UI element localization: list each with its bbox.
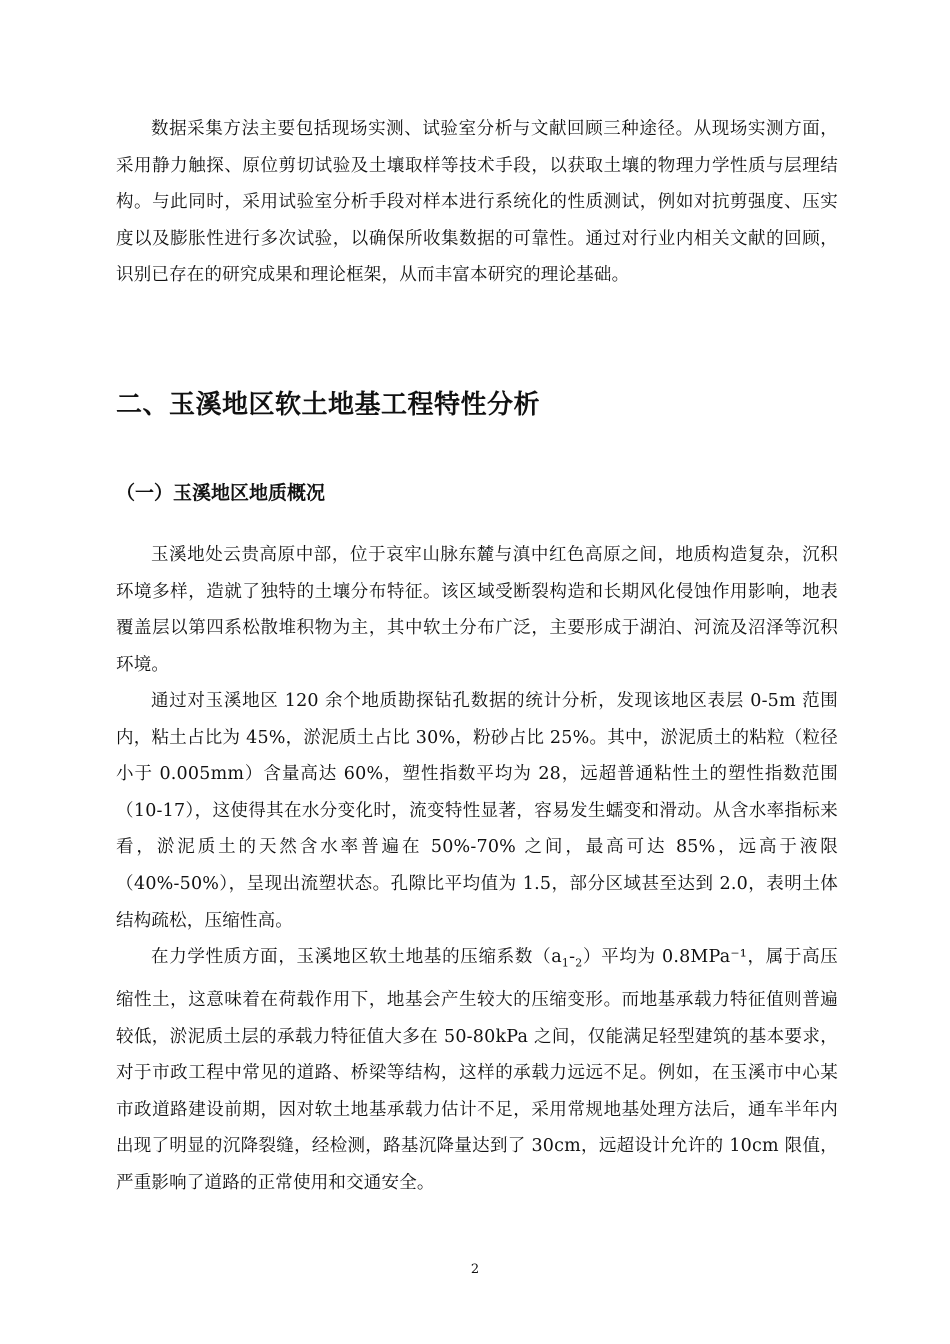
section-heading: 二、玉溪地区软土地基工程特性分析: [116, 390, 541, 420]
subsection-heading: （一）玉溪地区地质概况: [116, 482, 326, 504]
p3-text-before: 在力学性质方面，玉溪地区软土地基的压缩系数（a: [151, 947, 562, 967]
intro-paragraph: 数据采集方法主要包括现场实测、试验室分析与文献回顾三种途径。从现场实测方面，采用静力触探、原位剪切试验及土壤取样等技术手段，以获取土壤的物理力学性质与层理结构。与此同时，采用试验室分析手段对样本进行系统化的性质测试，例如对抗剪强度、压实度以及膨胀性进行多次试验，以确保所收集数据的可靠性。通过对行业内相关文献的回顾，识别已存在的研究成果和理论框架，从而丰富本研究的理论基础。: [116, 119, 838, 286]
geology-paragraph-2: 通过对玉溪地区 120 余个地质勘探钻孔数据的统计分析，发现该地区表层 0-5m 范围内，粘土占比为 45%，淤泥质土占比 30%，粉砂占比 25%。其中，淤泥质土的粘粒（粒径小于 0.005mm）含量高达 60%，塑性指数平均为 28，远超普通粘性土的塑性指数范围（10-17），这使得其在水分变化时，流变特性显著，容易发生蠕变和滑动。从含水率指标来看，淤泥质土的天然含水率普遍在 50%-70% 之间，最高可达 85%，远高于液限（40%-50%），呈现出流塑状态。孔隙比平均值为 1.5，部分区域甚至达到 2.0，表明土体结构疏松，压缩性高。: [116, 691, 838, 931]
p3-dash: -: [569, 947, 576, 967]
geology-paragraph-1: 玉溪地处云贵高原中部，位于哀牢山脉东麓与滇中红色高原之间，地质构造复杂，沉积环境多样，造就了独特的土壤分布特征。该区域受断裂构造和长期风化侵蚀作用影响，地表覆盖层以第四系松散堆积物为主，其中软土分布广泛，主要形成于湖泊、河流及沼泽等沉积环境。: [116, 545, 838, 675]
p3-text-after: ）平均为 0.8MPa⁻¹，属于高压缩性土，这意味着在荷载作用下，地基会产生较大的压缩变形。而地基承载力特征值则普遍较低，淤泥质土层的承载力特征值大多在 50-80kPa 之间，仅能满足轻型建筑的基本要求，对于市政工程中常见的道路、桥梁等结构，这样的承载力远远不足。例如，在玉溪市中心某市政道路建设前期，因对软土地基承载力估计不足，采用常规地基处理方法后，通车半年内出现了明显的沉降裂缝，经检测，路基沉降量达到了 30cm，远超设计允许的 10cm 限值，严重影响了道路的正常使用和交通安全。: [116, 947, 838, 1194]
page-number: 2: [470, 1262, 480, 1277]
geology-paragraph-3: [116, 939, 838, 1202]
p3-subscript-2: 2: [575, 956, 583, 970]
p3-subscript-1: 1: [561, 956, 570, 970]
